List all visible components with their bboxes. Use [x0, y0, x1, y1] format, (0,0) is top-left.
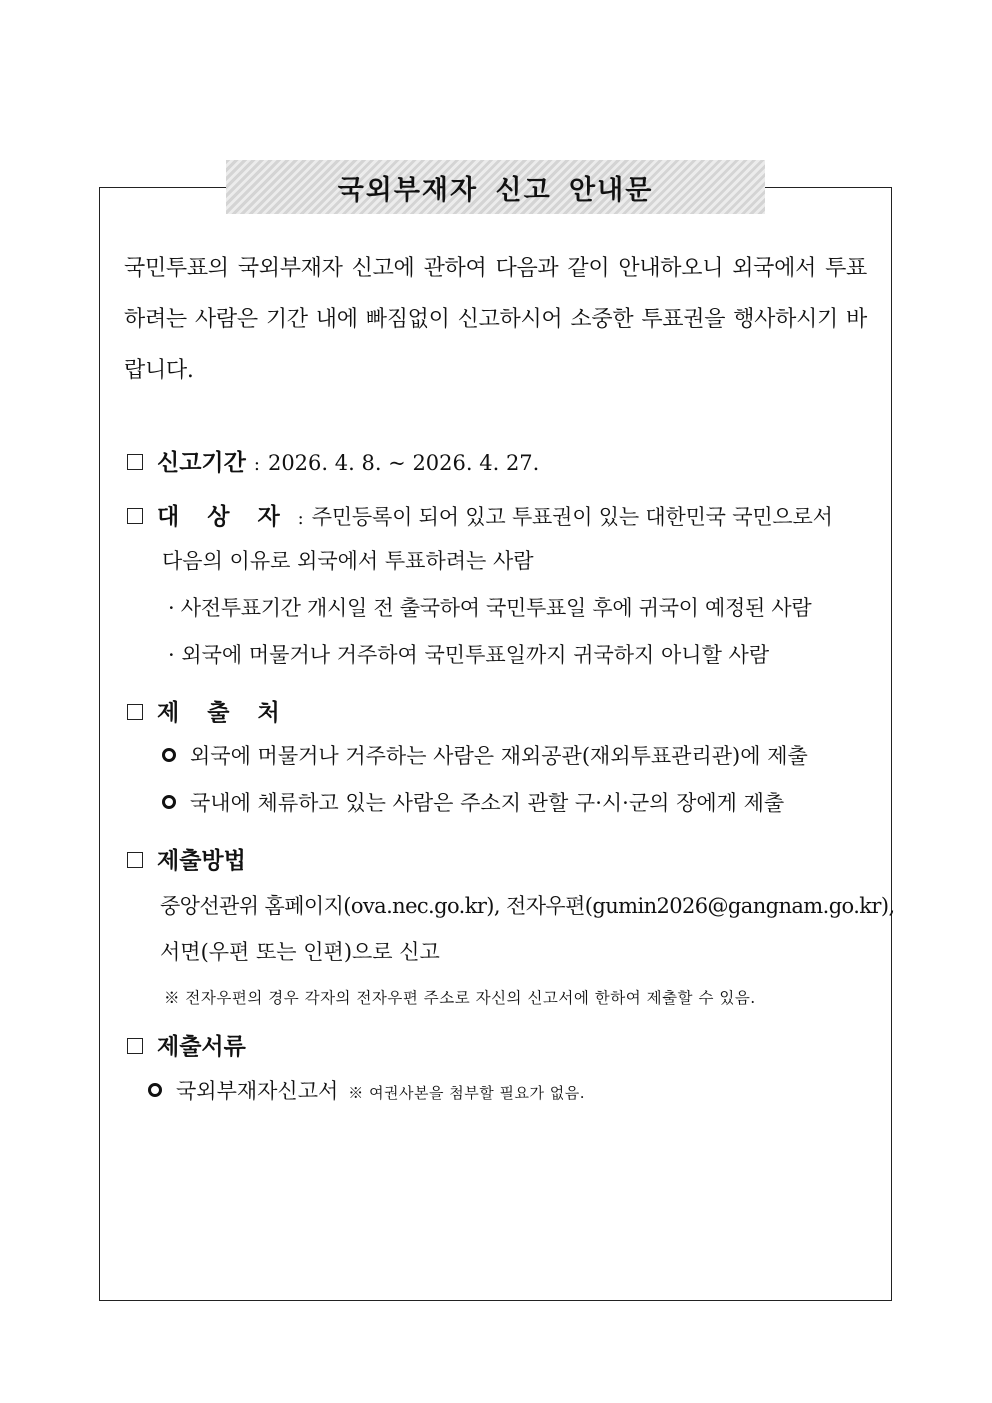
target-line-1: 주민등록이 되어 있고 투표권이 있는 대한민국 국민으로서 — [311, 505, 833, 529]
intro-paragraph: 국민투표의 국외부재자 신고에 관하여 다음과 같이 안내하오니 외국에서 투표하려는 사람은 기간 내에 빠짐없이 신고하시어 소중한 투표권을 행사하시기 바랍니다. — [124, 256, 867, 383]
method-heading: 제출방법 — [157, 848, 246, 874]
circle-bullet-icon — [148, 1083, 162, 1097]
period-row — [127, 444, 539, 477]
method-row — [127, 842, 246, 875]
target-heading: 대 상 자 — [157, 504, 290, 530]
destination-item-2 — [162, 787, 784, 817]
documents-heading: 제출서류 — [157, 1034, 246, 1060]
circle-bullet-icon — [162, 795, 176, 809]
period-value: 2026. 4. 8. ~ 2026. 4. 27. — [267, 451, 540, 475]
target-bullet-1: · 사전투표기간 개시일 전 출국하여 국민투표일 후에 귀국이 예정된 사람 — [168, 596, 812, 620]
destination-heading: 제 출 처 — [157, 700, 290, 726]
method-note: ※ 전자우편의 경우 각자의 전자우편 주소로 자신의 신고서에 한하여 제출할 수 있음. — [164, 989, 756, 1007]
documents-item — [148, 1075, 585, 1105]
circle-bullet-icon — [162, 748, 176, 762]
title-box — [226, 160, 765, 214]
checkbox-square-icon — [127, 508, 143, 524]
target-bullet-2: · 외국에 머물거나 거주하여 국민투표일까지 귀국하지 아니할 사람 — [168, 643, 770, 667]
page-title: 국외부재자 신고 안내문 — [337, 174, 654, 206]
checkbox-square-icon — [127, 704, 143, 720]
destination-item-text: 국내에 체류하고 있는 사람은 주소지 관할 구·시·군의 장에게 제출 — [190, 791, 785, 815]
checkbox-square-icon — [127, 1038, 143, 1054]
target-separator: : — [297, 508, 304, 529]
checkbox-square-icon — [127, 454, 143, 470]
destination-item-1 — [162, 740, 808, 770]
checkbox-square-icon — [127, 852, 143, 868]
method-line-1: 중앙선관위 홈페이지(ova.nec.go.kr), 전자우편(gumin2026@gangnam.go.kr), — [160, 894, 895, 918]
destination-row — [127, 694, 290, 727]
documents-note: ※ 여권사본을 첨부할 필요가 없음. — [348, 1084, 586, 1102]
period-separator: : — [253, 454, 260, 475]
method-line-2: 서면(우편 또는 인편)으로 신고 — [160, 940, 440, 964]
destination-item-text: 외국에 머물거나 거주하는 사람은 재외공관(재외투표관리관)에 제출 — [190, 744, 808, 768]
target-line-2: 다음의 이유로 외국에서 투표하려는 사람 — [162, 549, 534, 573]
target-row — [127, 498, 833, 531]
documents-item-text: 국외부재자신고서 — [176, 1079, 339, 1103]
documents-row — [127, 1028, 246, 1061]
period-heading: 신고기간 — [157, 450, 246, 476]
